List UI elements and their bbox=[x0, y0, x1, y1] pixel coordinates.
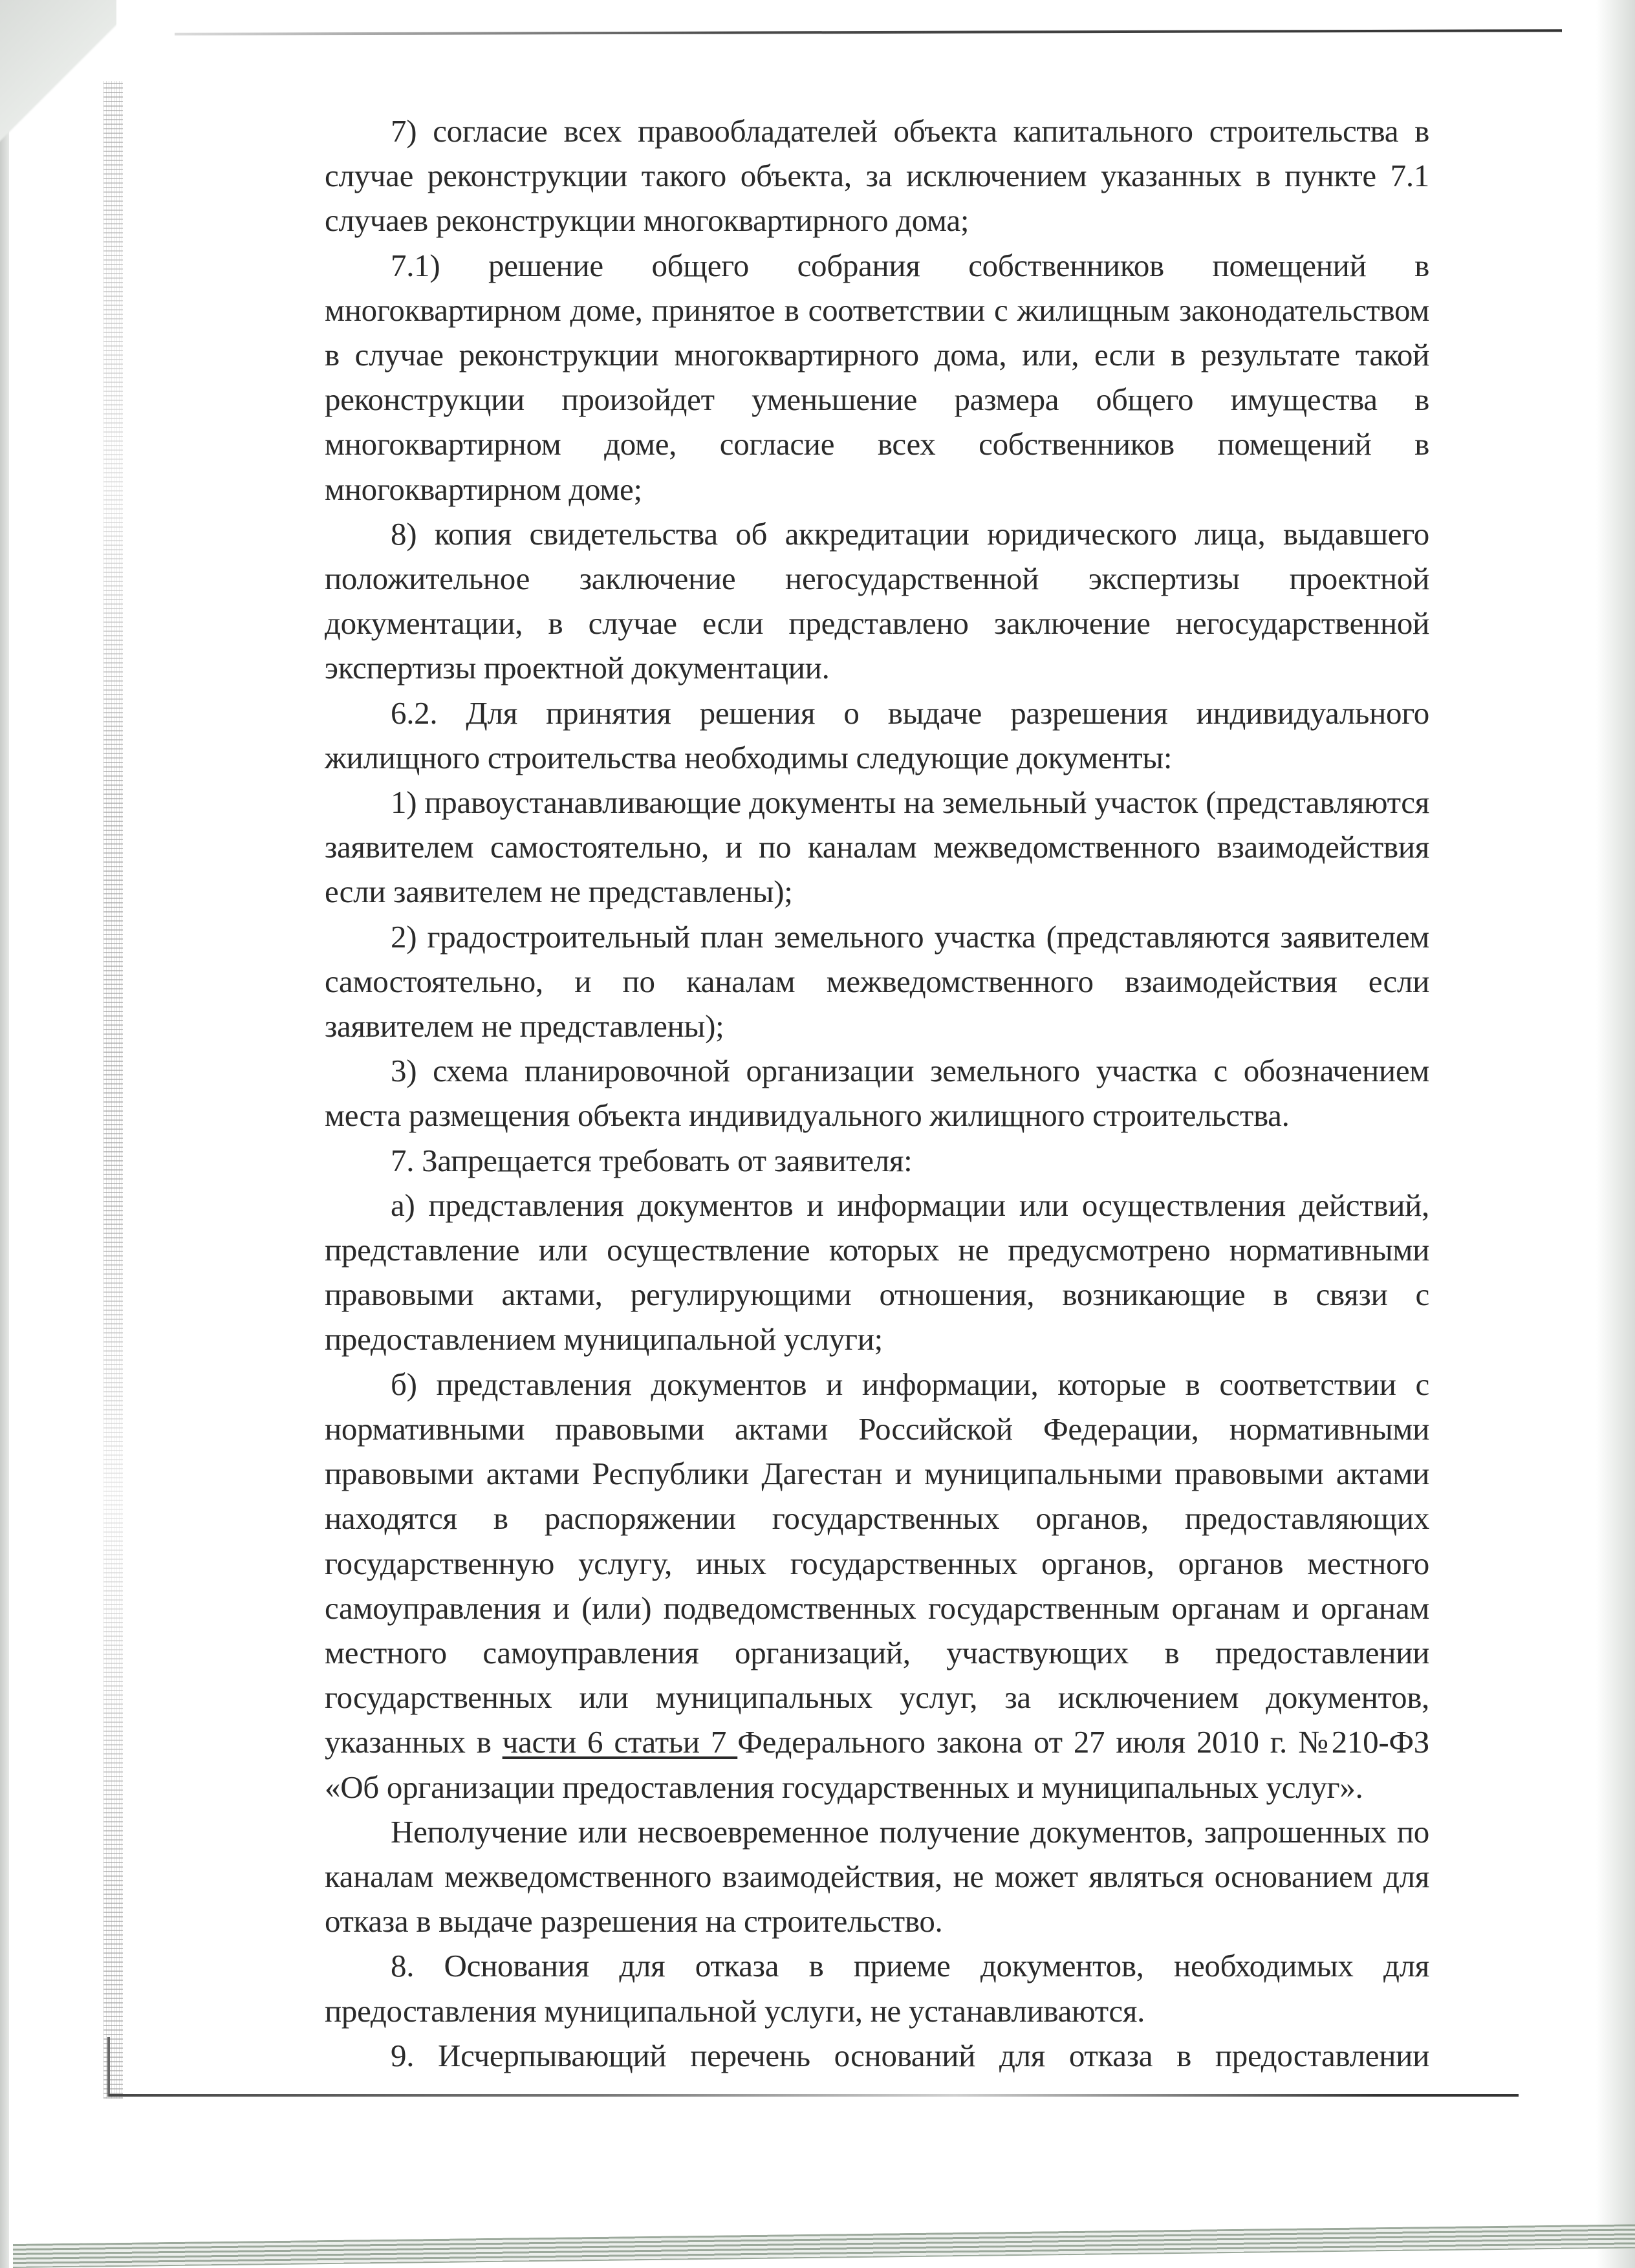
scan-right-edge bbox=[1596, 0, 1635, 2268]
paragraph-item-8: 8) копия свидетельства об аккредитации юридического лица, выдавшего положительное заключение негосударственной экспертизы проектной документации, в случае если представлено заключение негосударственной экспертизы проектной документации. bbox=[325, 515, 1429, 686]
law-reference-link[interactable]: части 6 статьи 7 bbox=[502, 1724, 738, 1760]
scan-binding-noise bbox=[103, 81, 123, 2099]
bottom-border-line bbox=[109, 2094, 1519, 2097]
paragraph-item-a: а) представления документов и информации или осуществления действий, представление или осуществление которых не предусмотрено нормативными правовыми актами, регулирующими отношения, возникающие в связи с предоставлением муниципальной услуги; bbox=[325, 1187, 1429, 1357]
paragraph-item-7: 7) согласие всех правообладателей объекта капитального строительства в случае реконструкции такого объекта, за исключением указанных в пункте 7.1 случаев реконструкции многоквартирного дома; bbox=[325, 113, 1429, 239]
page-stack-edge bbox=[13, 2224, 1635, 2268]
paragraph-item-b-text: б) представления документов и информации, которые в соответствии с нормативными правовыми актами Российской Федерации, нормативными правовыми актами Республики Дагестан и муниципальными правовыми актами находятся в распоряжении государственных органов, предоставляющих государственную услугу, иных государственных органов, органов местного самоуправления и (или) подведомственных государственным органам и органам местного самоуправления организаций, участвующих в предоставлении государственных или муниципальных услуг, за исключением документов, указанных в bbox=[325, 1366, 1429, 1760]
paragraph-section-8: 8. Основания для отказа в приеме документов, необходимых для предоставления муниципальной услуги, не устанавливаются. bbox=[325, 1948, 1429, 2029]
paragraph-item-7-1: 7.1) решение общего собрания собственников помещений в многоквартирном доме, принятое в соответствии с жилищным законодательством в случае реконструкции многоквартирного дома, или, если в результате такой реконструкции произойдет уменьшение размера общего имущества в многоквартирном доме, согласие всех собственников помещений в многоквартирном доме; bbox=[325, 247, 1429, 507]
scan-left-edge bbox=[0, 0, 9, 2268]
paragraph-section-9: 9. Исчерпывающий перечень оснований для отказа в предоставлении bbox=[391, 2037, 1429, 2073]
paragraph-item-b bbox=[325, 1362, 1429, 1809]
paragraph-ijs-item-2: 2) градостроительный план земельного участка (представляются заявителем самостоятельно, и по каналам межведомственного взаимодействия если заявителем не представлены); bbox=[325, 918, 1429, 1044]
paragraph-item-b-tail: Федерального закона от 27 июля 2010 г. №210-ФЗ «Об организации предоставления государственных и муниципальных услуг». bbox=[325, 1724, 1429, 1805]
paragraph-non-receipt: Неполучение или несвоевременное получение документов, запрошенных по каналам межведомственного взаимодействия, не может являться основанием для отказа в выдаче разрешения на строительство. bbox=[325, 1813, 1429, 1939]
bottom-left-border bbox=[107, 2037, 110, 2097]
paragraph-ijs-item-3: 3) схема планировочной организации земельного участка с обозначением места размещения объекта индивидуального жилищного строительства. bbox=[325, 1053, 1429, 1134]
paragraph-section-6-2: 6.2. Для принятия решения о выдаче разрешения индивидуального жилищного строительства необходимы следующие документы: bbox=[325, 695, 1429, 775]
top-border-line bbox=[175, 29, 1562, 36]
paragraph-ijs-item-1: 1) правоустанавливающие документы на земельный участок (представляются заявителем самостоятельно, и по каналам межведомственного взаимодействия если заявителем не представлены); bbox=[325, 784, 1429, 910]
paragraph-section-7: 7. Запрещается требовать от заявителя: bbox=[391, 1142, 913, 1178]
scan-corner-shadow bbox=[0, 0, 116, 194]
document-page bbox=[325, 109, 1429, 2078]
